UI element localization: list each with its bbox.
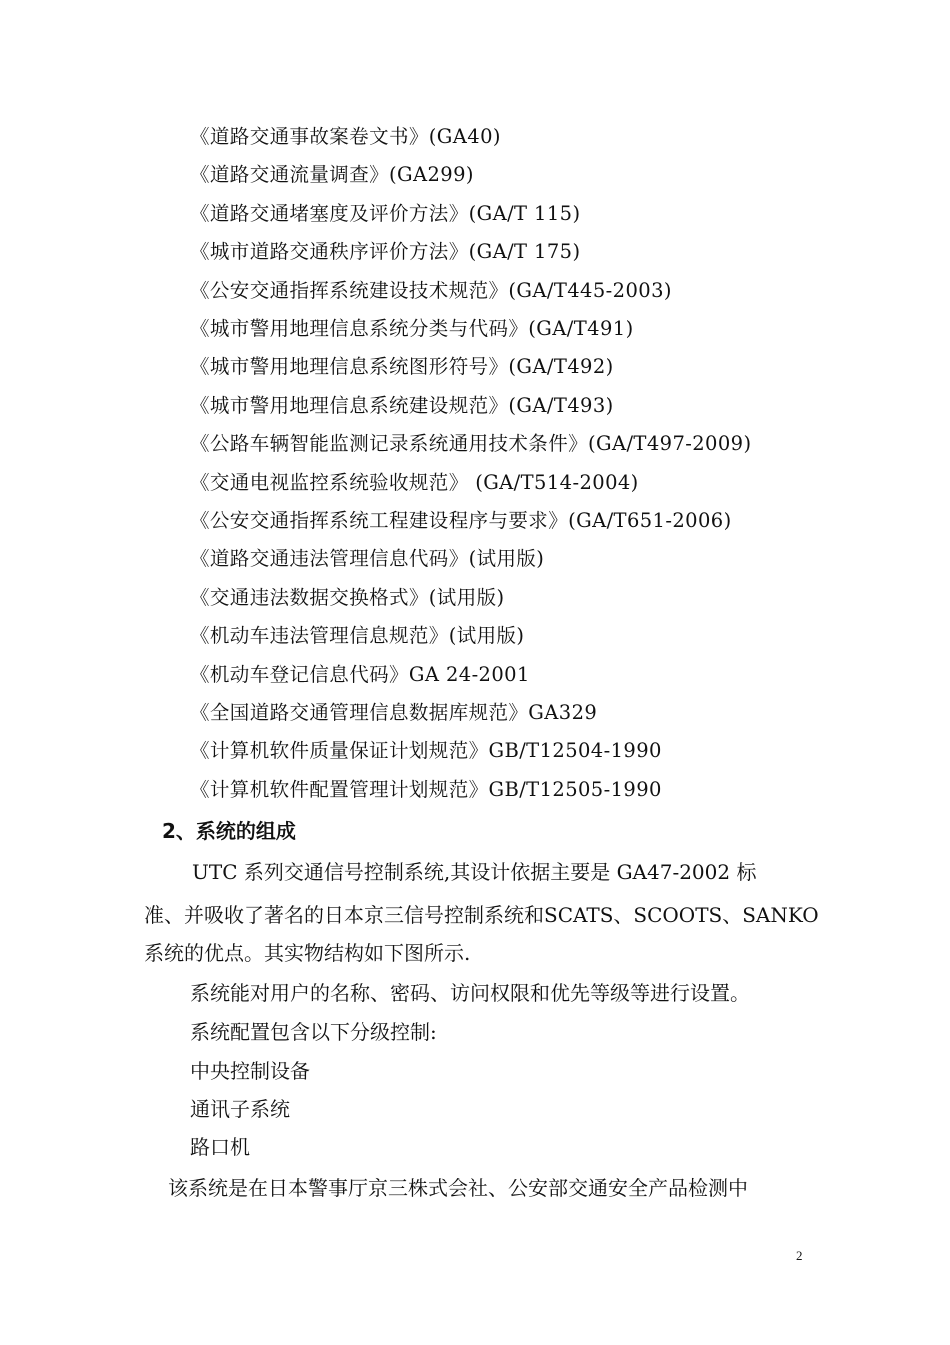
paragraph-line: 该系统是在日本警事厅京三株式会社、公安部交通安全产品检测中 bbox=[168, 1176, 748, 1200]
reference-item: 《交通电视监控系统验收规范》 (GA/T514-2004) bbox=[190, 471, 639, 494]
reference-item: 《公安交通指挥系统建设技术规范》(GA/T445-2003) bbox=[190, 279, 672, 302]
section-heading: 2、系统的组成 bbox=[162, 819, 296, 843]
control-level-item: 路口机 bbox=[190, 1135, 250, 1159]
reference-item: 《公路车辆智能监测记录系统通用技术条件》(GA/T497-2009) bbox=[190, 432, 752, 455]
reference-item: 《城市警用地理信息系统分类与代码》(GA/T491) bbox=[190, 317, 634, 340]
paragraph-line: UTC 系列交通信号控制系统,其设计依据主要是 GA47-2002 标 bbox=[192, 860, 757, 884]
reference-item: 《计算机软件配置管理计划规范》GB/T12505-1990 bbox=[190, 778, 662, 801]
reference-item: 《道路交通事故案卷文书》(GA40) bbox=[190, 125, 501, 148]
reference-item: 《交通违法数据交换格式》(试用版) bbox=[190, 586, 505, 609]
control-level-item: 中央控制设备 bbox=[190, 1059, 310, 1083]
paragraph-line: 系统的优点。其实物结构如下图所示. bbox=[144, 941, 471, 965]
reference-item: 《机动车违法管理信息规范》(试用版) bbox=[190, 624, 525, 647]
paragraph-line: 系统能对用户的名称、密码、访问权限和优先等级等进行设置。 bbox=[190, 981, 750, 1005]
reference-item: 《城市警用地理信息系统建设规范》(GA/T493) bbox=[190, 394, 614, 417]
paragraph-line: 准、并吸收了著名的日本京三信号控制系统和SCATS、SCOOTS、SANKO bbox=[144, 903, 819, 927]
reference-item: 《道路交通流量调查》(GA299) bbox=[190, 163, 474, 186]
reference-item: 《城市警用地理信息系统图形符号》(GA/T492) bbox=[190, 355, 614, 378]
reference-item: 《机动车登记信息代码》GA 24-2001 bbox=[190, 663, 530, 686]
reference-item: 《道路交通违法管理信息代码》(试用版) bbox=[190, 547, 545, 570]
reference-item: 《道路交通堵塞度及评价方法》(GA/T 115) bbox=[190, 202, 581, 225]
page-number: 2 bbox=[796, 1248, 803, 1263]
reference-item: 《计算机软件质量保证计划规范》GB/T12504-1990 bbox=[190, 739, 662, 762]
reference-item: 《全国道路交通管理信息数据库规范》GA329 bbox=[190, 701, 598, 724]
reference-item: 《城市道路交通秩序评价方法》(GA/T 175) bbox=[190, 240, 581, 263]
reference-item: 《公安交通指挥系统工程建设程序与要求》(GA/T651-2006) bbox=[190, 509, 732, 532]
paragraph-line: 系统配置包含以下分级控制: bbox=[190, 1020, 437, 1044]
control-level-item: 通讯子系统 bbox=[190, 1097, 290, 1121]
